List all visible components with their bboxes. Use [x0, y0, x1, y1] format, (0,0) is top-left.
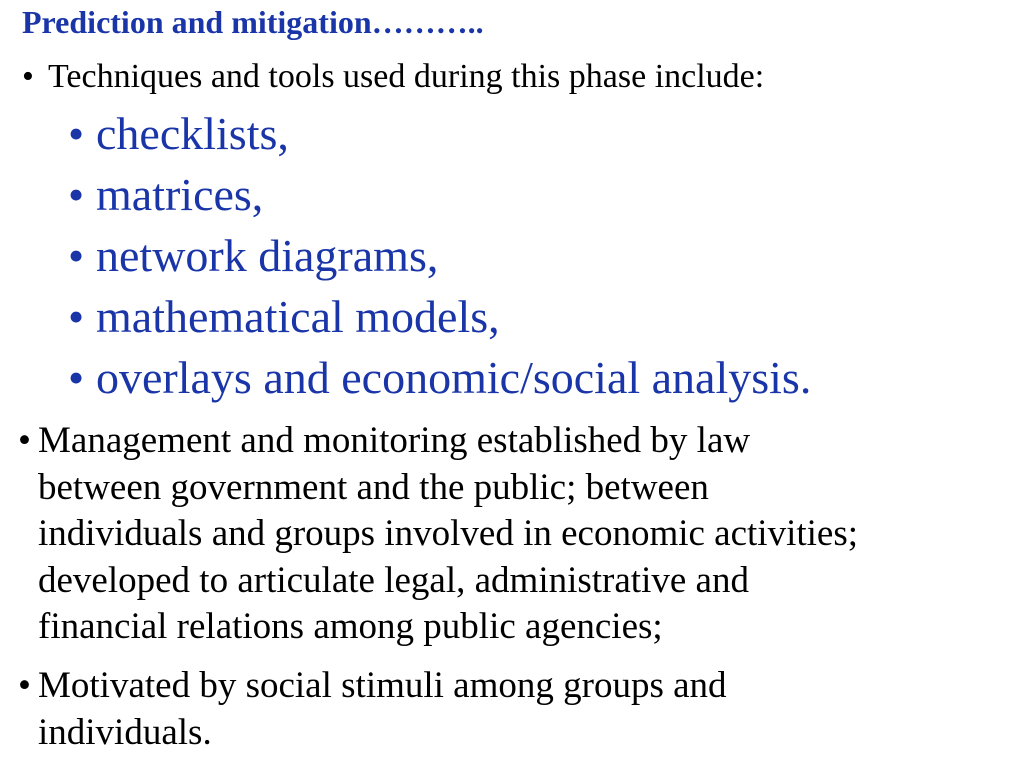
list-item [68, 108, 811, 169]
paragraph-line: individuals and groups involved in economic activities; [38, 513, 859, 554]
management-paragraph [18, 418, 1008, 651]
paragraph-line: between government and the public; between [38, 466, 709, 508]
paragraph-line: developed to articulate legal, administrative and [38, 559, 749, 601]
paragraph-line: Management and monitoring established by law [38, 420, 751, 461]
intro-bullet-item [22, 58, 764, 96]
technique-label: mathematical models, [96, 291, 500, 342]
technique-label: matrices, [96, 169, 264, 220]
bullet-icon: • [68, 291, 85, 342]
bullet-icon: • [68, 108, 85, 159]
bullet-icon: • [68, 230, 85, 281]
paragraph-line: financial relations among public agencies; [38, 606, 663, 647]
paragraph-text [38, 418, 1008, 651]
paragraph-text [38, 663, 1008, 756]
paragraph-line: individuals. [38, 711, 212, 753]
list-item [68, 291, 811, 352]
bullet-icon: • [18, 665, 31, 706]
technique-label: overlays and economic/social analysis. [96, 352, 812, 403]
list-item [68, 169, 811, 230]
technique-label: network diagrams, [96, 230, 439, 281]
techniques-list [68, 108, 811, 413]
bullet-icon: • [18, 420, 31, 461]
bullet-icon: • [68, 169, 85, 220]
paragraph-line: Motivated by social stimuli among groups and [38, 665, 727, 706]
intro-text: Techniques and tools used during this phase include: [48, 58, 765, 95]
bullet-icon: • [22, 58, 34, 95]
bullet-icon: • [68, 352, 85, 403]
list-item [68, 352, 811, 413]
slide-title: Prediction and mitigation……….. [22, 4, 484, 40]
technique-label: checklists, [96, 108, 289, 159]
list-item [68, 230, 811, 291]
motivation-paragraph [18, 663, 1008, 756]
